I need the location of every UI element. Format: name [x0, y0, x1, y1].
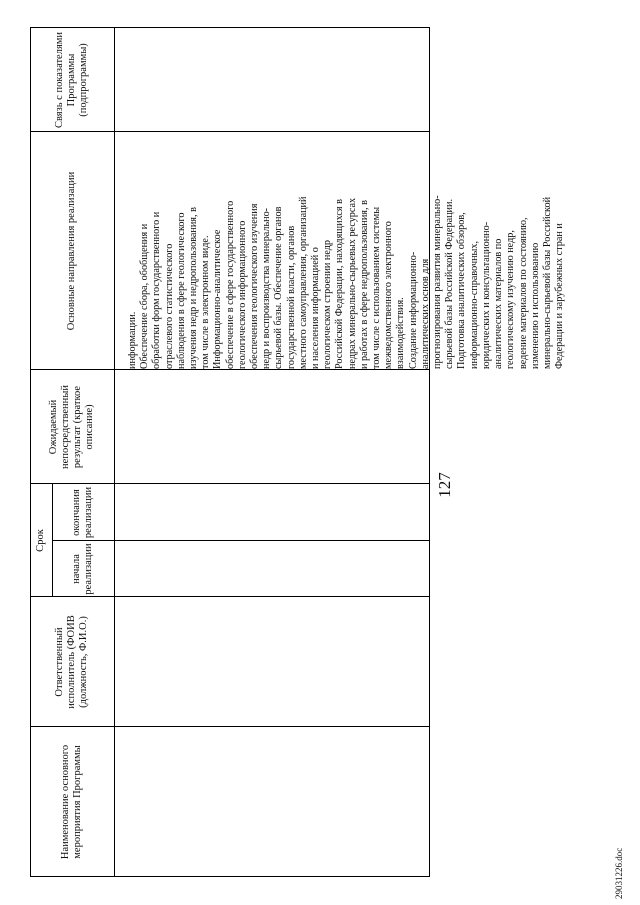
main-directions-text: информации. Обеспечение сбора, обобщения и обработки форм государственного и отраслевого статистического наблюдения в сфере геологического изучения недр и недропользования, в том числе в электронном виде. Информационно-аналитическое обеспечение в сфере государственного геологического информационного обеспечения геологического изучения недр и воспроизводства минерально- сырьевой базы. Обеспечение органов государственной власти, органов местного самоуправления, организаций и населения информацией о геологическом строении недр Российской Федерации, находящихся в недрах минерально-сырьевых ресурсах и работах в сфере недропользования, в том числе с использованием системы межведомственного электронного взаимодействия. Создание информационно- аналитических основ для прогнозирования развития минерально- сырьевой базы Российской Федерации. Подготовка аналитических обзоров, информационно-справочных, юридических и консультационно- аналитических материалов по геологическому изучению недр, ведение материалов по состоянию, изменению и использованию минерально-сырьевой базы Российской Федерации и зарубежных стран и [127, 195, 566, 369]
header-main-activity: Наименование основного мероприятия Программы [60, 744, 83, 860]
header-indicator-link: Связь с показателями Программы (подпрограммы) [54, 31, 89, 129]
header-term-start: начала реализации [71, 543, 94, 595]
header-term-end: окончания реализации [71, 486, 94, 539]
header-bottom-line [114, 27, 115, 877]
page-number: 127 [435, 472, 454, 498]
header-responsible: Ответственный исполнитель (ФОИВ (должность, Ф.И.О.) [54, 615, 89, 709]
document-filename: 29031226.doc [614, 847, 624, 899]
header-main-directions: Основные направления реализации [66, 171, 77, 331]
header-expected-result: Ожидаемый непосредственный результат (краткое описание) [48, 385, 95, 469]
header-term: Срок [35, 529, 46, 552]
